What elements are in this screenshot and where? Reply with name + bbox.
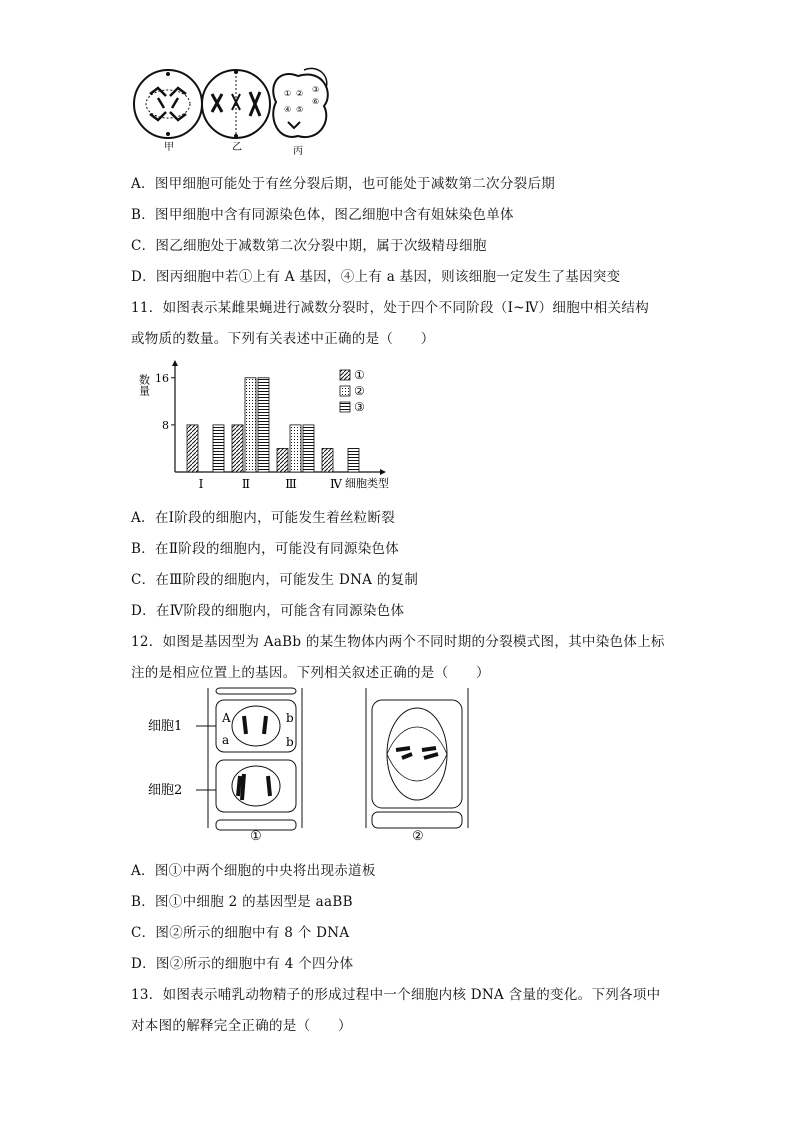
- q10-option-b: B．图甲细胞中含有同源染色体，图乙细胞中含有姐妹染色单体: [131, 207, 514, 223]
- q11-stem-line1: 11．如图表示某雌果蝇进行减数分裂时，处于四个不同阶段（Ⅰ~Ⅳ）细胞中相关结构: [131, 300, 650, 316]
- q12-option-b: B．图①中细胞 2 的基因型是 aaBB: [131, 894, 353, 910]
- svg-text:③: ③: [312, 85, 320, 94]
- bar-3-series-2: [290, 425, 301, 472]
- q13-stem-line1: 13．如图表示哺乳动物精子的形成过程中一个细胞内核 DNA 含量的变化。下列各项中: [131, 987, 661, 1003]
- q12-stem-line2: 注的是相应位置上的基因。下列相关叙述正确的是（ ）: [131, 665, 490, 681]
- q12-figure: [140, 688, 480, 848]
- cell1-label: 细胞1: [148, 719, 183, 734]
- legend-label: ③: [354, 400, 365, 414]
- svg-text:⑥: ⑥: [312, 97, 320, 106]
- svg-text:②: ②: [296, 89, 304, 98]
- gene-b-upper: b: [286, 711, 294, 725]
- q11-option-a: A．在Ⅰ阶段的细胞内，可能发生着丝粒断裂: [131, 510, 396, 526]
- bar-3-series-3: [303, 425, 314, 472]
- x-axis-label: 细胞类型: [345, 477, 389, 490]
- legend-swatch: [340, 386, 350, 396]
- legend-label: ①: [354, 368, 365, 382]
- x-tick-label: Ⅰ: [198, 477, 204, 491]
- cell-label-jia: 甲: [164, 142, 174, 153]
- bar-3-series-1: [277, 448, 288, 472]
- cell-jia: [134, 70, 202, 138]
- legend-label: ②: [354, 384, 365, 398]
- q12-stem-line1: 12．如图是基因型为 AaBb 的某生物体内两个不同时期的分裂模式图，其中染色体上标: [131, 634, 665, 650]
- panel-2-label: ②: [412, 829, 424, 844]
- x-tick-label: Ⅲ: [285, 477, 297, 491]
- gene-a: a: [222, 733, 230, 747]
- q11-stem-line2: 或物质的数量。下列有关表述中正确的是（ ）: [131, 331, 435, 347]
- y-axis-label: 数量: [137, 374, 151, 396]
- bar-1-series-1: [187, 425, 198, 472]
- cell-bing: [273, 68, 328, 137]
- q11-option-c: C．在Ⅲ阶段的细胞内，可能发生 DNA 的复制: [131, 572, 419, 588]
- x-tick-label: Ⅱ: [241, 477, 251, 491]
- q11-option-d: D．在Ⅳ阶段的细胞内，可能含有同源染色体: [131, 603, 405, 619]
- bar-1-series-3: [213, 425, 224, 472]
- y-tick-label: 16: [155, 371, 169, 385]
- q12-option-a: A．图①中两个细胞的中央将出现赤道板: [131, 863, 376, 879]
- cell-division-figure-1: [128, 66, 338, 158]
- bar-2-series-3: [258, 378, 269, 472]
- gene-A: A: [222, 711, 231, 725]
- q10-option-d: D．图丙细胞中若①上有 A 基因，④上有 a 基因，则该细胞一定发生了基因突变: [131, 269, 621, 285]
- bar-2-series-1: [232, 425, 243, 472]
- svg-text:①: ①: [284, 89, 292, 98]
- cell-yi: [202, 70, 270, 138]
- bar-4-series-1: [322, 448, 333, 472]
- bar-4-series-3: [348, 448, 359, 472]
- q11-option-b: B．在Ⅱ阶段的细胞内，可能没有同源染色体: [131, 541, 400, 557]
- q13-stem-line2: 对本图的解释完全正确的是（ ）: [131, 1018, 352, 1034]
- panel-1-label: ①: [250, 829, 262, 844]
- gene-b-lower: b: [286, 735, 294, 749]
- svg-text:⑤: ⑤: [296, 105, 304, 114]
- bar-2-series-2: [245, 378, 256, 472]
- svg-text:④: ④: [284, 105, 292, 114]
- cell2-label: 细胞2: [148, 783, 183, 798]
- q10-option-c: C．图乙细胞处于减数第二次分裂中期，属于次级精母细胞: [131, 238, 487, 254]
- y-tick-label: 8: [162, 418, 169, 432]
- q10-option-a: A．图甲细胞可能处于有丝分裂后期，也可能处于减数第二次分裂后期: [131, 176, 556, 192]
- q12-option-c: C．图②所示的细胞中有 8 个 DNA: [131, 925, 350, 941]
- q12-option-d: D．图②所示的细胞中有 4 个四分体: [131, 956, 354, 972]
- legend-swatch: [340, 370, 350, 380]
- cell-label-bing: 丙: [293, 146, 303, 157]
- q11-bar-chart: [137, 360, 420, 495]
- cell-label-yi: 乙: [232, 142, 242, 153]
- legend-swatch: [340, 402, 350, 412]
- x-tick-label: Ⅳ: [330, 477, 342, 491]
